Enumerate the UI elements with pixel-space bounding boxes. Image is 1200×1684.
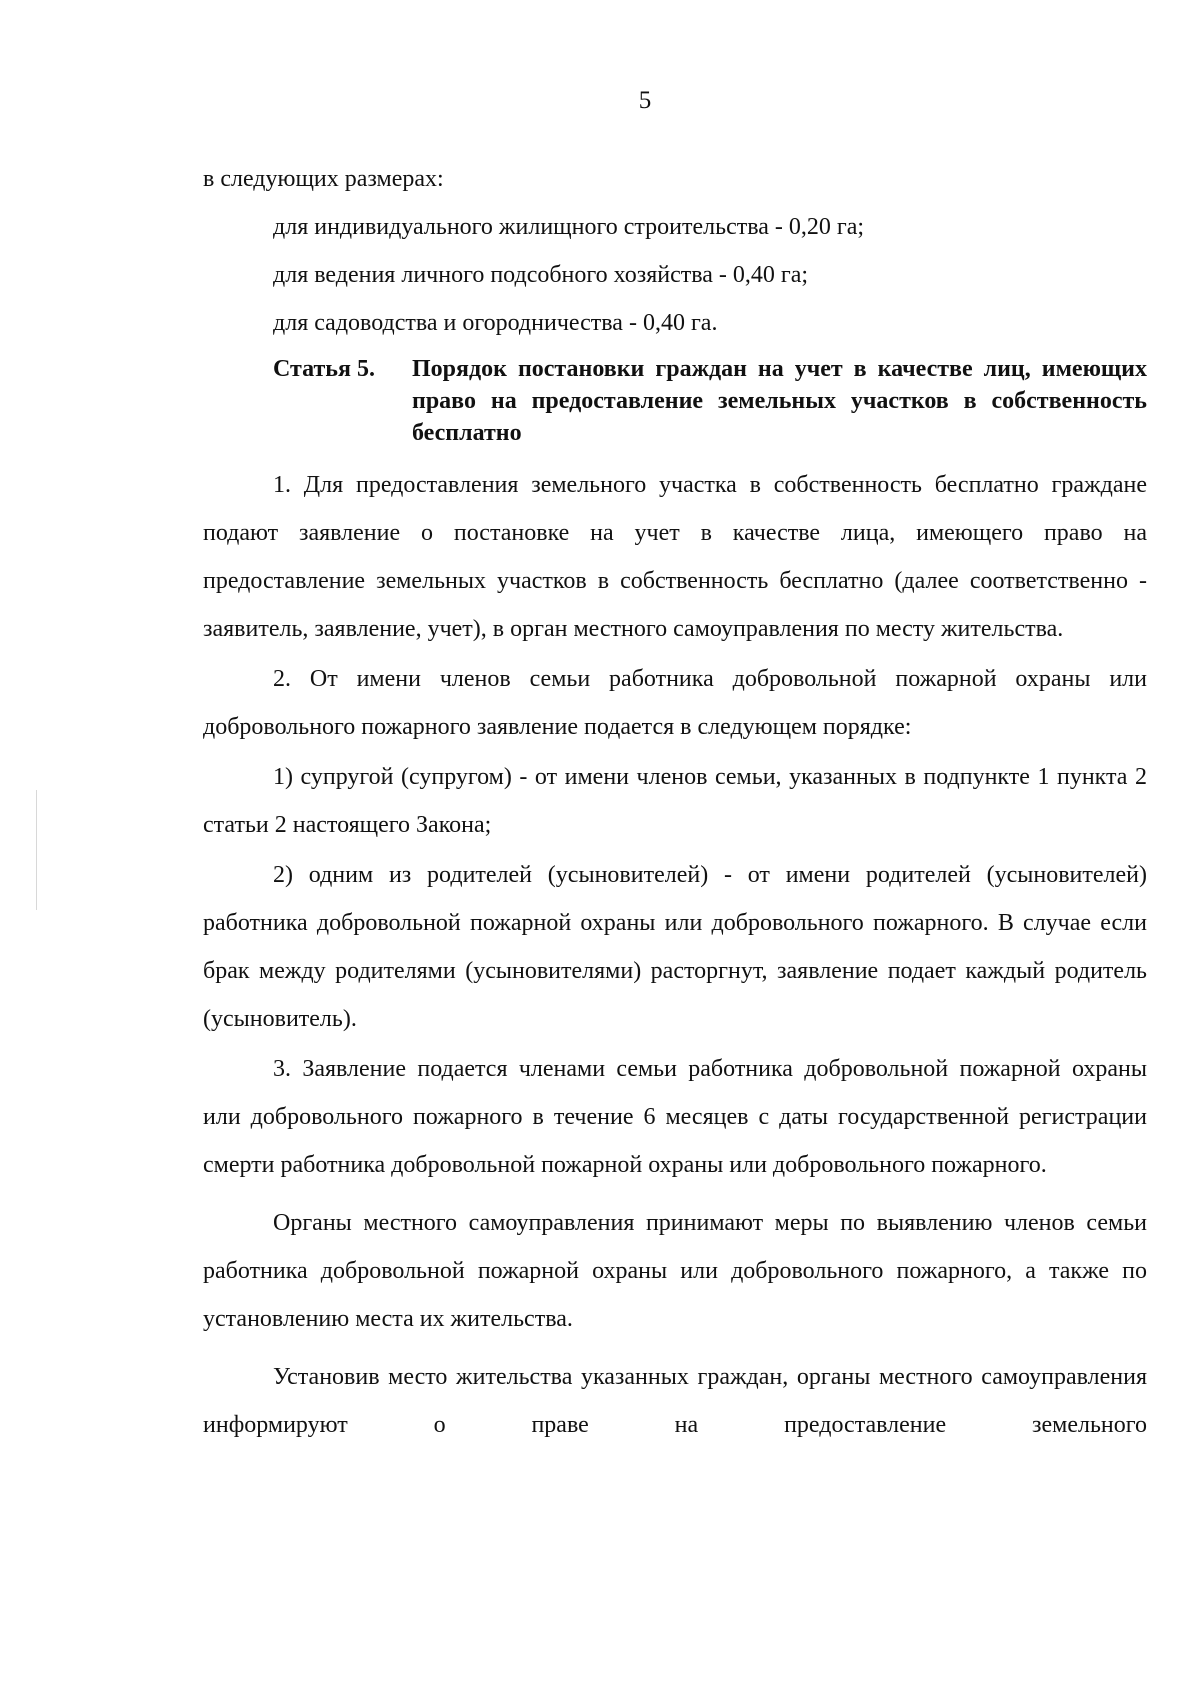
document-body — [203, 155, 1147, 1449]
article-label: Статья 5. — [273, 356, 375, 382]
intro-text: в следующих размерах: — [203, 166, 444, 192]
paragraph-3: 3. Заявление подается членами семьи работника добровольной пожарной охраны или добровольного пожарного в течение 6 месяцев с даты государственной регистрации смерти работника добровольной пожарной охраны или добровольного пожарного. — [203, 1056, 1147, 1178]
size-item-household: для ведения личного подсобного хозяйства - 0,40 га; — [273, 262, 809, 288]
paragraph-1: 1. Для предоставления земельного участка в собственность бесплатно граждане подают заявление о постановке на учет в качестве лица, имеющего право на предоставление земельных участков в собственность бесплатно (далее соответственно - заявитель, заявление, учет), в орган местного самоуправления по месту жительства. — [203, 472, 1147, 642]
page-number: 5 — [638, 87, 652, 114]
size-item-housing: для индивидуального жилищного строительства - 0,20 га; — [273, 214, 865, 240]
paragraph-4: Органы местного самоуправления принимают меры по выявлению членов семьи работника добровольной пожарной охраны или добровольного пожарного, а также по установлению места их жительства. — [203, 1210, 1147, 1332]
paragraph-2-item-1: 1) супругой (супругом) - от имени членов семьи, указанных в подпункте 1 пункта 2 статьи 2 настоящего Закона; — [203, 764, 1147, 838]
paragraph-2: 2. От имени членов семьи работника добровольной пожарной охраны или добровольного пожарного заявление подается в следующем порядке: — [203, 666, 1147, 740]
paragraph-5: Установив место жительства указанных граждан, органы местного самоуправления информируют о праве на предоставление земельного — [203, 1364, 1147, 1438]
paragraph-2-item-2: 2) одним из родителей (усыновителей) - от имени родителей (усыновителей) работника добровольной пожарной охраны или добровольного пожарного. В случае если брак между родителями (усыновителями) расторгнут, заявление подает каждый родитель (усыновитель). — [203, 862, 1147, 1032]
size-item-gardening: для садоводства и огородничества - 0,40 га. — [273, 310, 718, 336]
article-heading — [203, 353, 1147, 449]
article-title: Порядок постановки граждан на учет в качестве лиц, имеющих право на предоставление земельных участков в собственность бесплатно — [412, 356, 1147, 446]
scan-margin-mark — [36, 790, 37, 910]
